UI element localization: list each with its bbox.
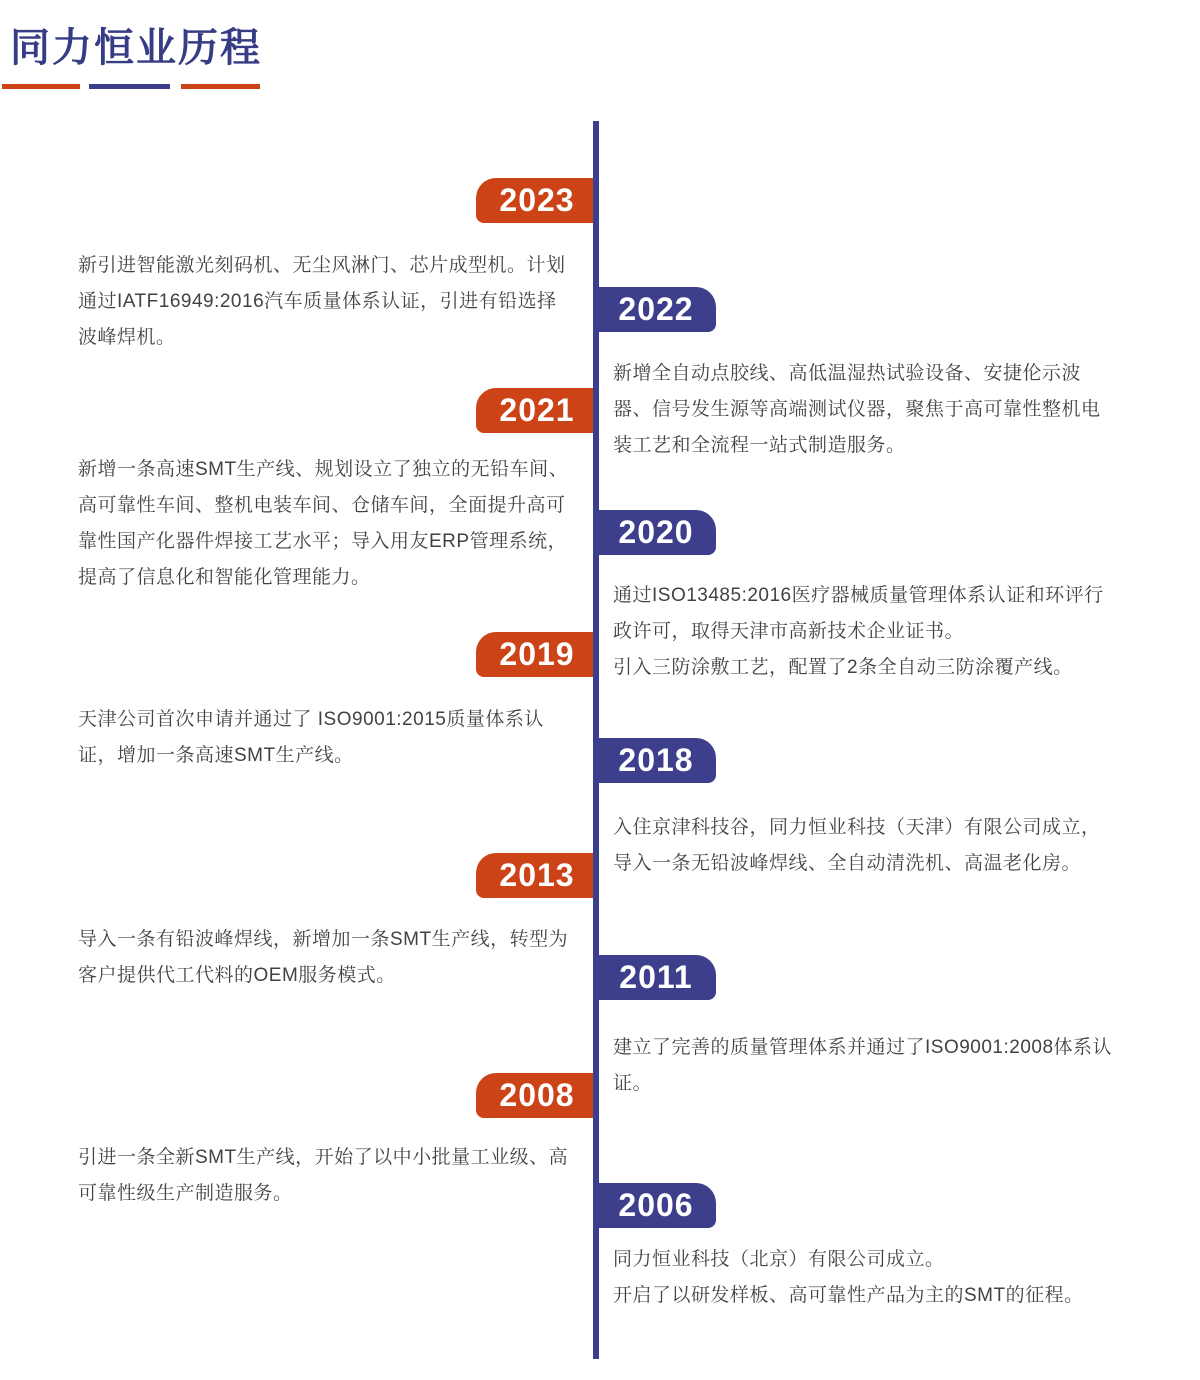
- year-label: 2013: [499, 857, 575, 893]
- year-badge-2011: [596, 955, 716, 1000]
- year-label: 2006: [618, 1187, 694, 1223]
- milestone-paragraph: 新增一条高速SMT生产线、规划设立了独立的无铅车间、高可靠性车间、整机电装车间、仓储车间，全面提升高可靠性国产化器件焊接工艺水平；导入用友ERP管理系统，提高了信息化和智能化管理能力。: [78, 459, 569, 588]
- underline-bar-orange-left: [2, 84, 80, 89]
- year-label: 2020: [618, 514, 694, 550]
- milestone-paragraph: 新引进智能激光刻码机、无尘风淋门、芯片成型机。计划通过IATF16949:2016汽车质量体系认证，引进有铅选择波峰焊机。: [78, 255, 566, 348]
- year-label: 2019: [499, 636, 575, 672]
- milestone-paragraph: 建立了完善的质量管理体系并通过了ISO9001:2008体系认证。: [613, 1037, 1113, 1094]
- year-label: 2011: [619, 959, 693, 995]
- year-label: 2023: [499, 182, 575, 218]
- underline-bar-orange-right: [181, 84, 260, 89]
- milestone-text-2021: [78, 452, 570, 596]
- year-label: 2018: [618, 742, 694, 778]
- year-badge-2013: [476, 853, 598, 898]
- milestone-paragraph: 引入三防涂敷工艺，配置了2条全自动三防涂覆产线。: [613, 657, 1073, 678]
- year-badge-2022: [596, 287, 716, 332]
- page-title: 同力恒业历程: [10, 26, 262, 70]
- year-label: 2022: [618, 291, 694, 327]
- year-badge-2020: [596, 510, 716, 555]
- milestone-text-2023: [78, 248, 570, 356]
- year-label: 2021: [499, 392, 575, 428]
- milestone-text-2019: [78, 702, 570, 774]
- milestone-paragraph: 同力恒业科技（北京）有限公司成立。: [613, 1249, 945, 1270]
- milestone-paragraph: 入住京津科技谷，同力恒业科技（天津）有限公司成立，导入一条无铅波峰焊线、全自动清洗机、高温老化房。: [613, 817, 1101, 874]
- milestone-text-2008: [78, 1140, 570, 1212]
- milestone-text-2011: [613, 1030, 1113, 1102]
- year-badge-2019: [476, 632, 598, 677]
- milestone-paragraph: 开启了以研发样板、高可靠性产品为主的SMT的征程。: [613, 1285, 1084, 1306]
- year-label: 2008: [499, 1077, 575, 1113]
- title-underline: [2, 84, 302, 89]
- milestone-text-2022: [613, 356, 1113, 464]
- milestone-paragraph: 通过ISO13485:2016医疗器械质量管理体系认证和环评行政许可，取得天津市高新技术企业证书。: [613, 585, 1104, 642]
- milestone-text-2006: [613, 1242, 1113, 1314]
- timeline-axis: [593, 121, 599, 1359]
- milestone-paragraph: 导入一条有铅波峰焊线，新增加一条SMT生产线，转型为客户提供代工代料的OEM服务模式。: [78, 929, 569, 986]
- milestone-paragraph: 天津公司首次申请并通过了 ISO9001:2015质量体系认证，增加一条高速SMT生产线。: [78, 709, 544, 766]
- year-badge-2008: [476, 1073, 598, 1118]
- year-badge-2021: [476, 388, 598, 433]
- milestone-text-2013: [78, 922, 570, 994]
- milestone-text-2020: [613, 578, 1113, 686]
- milestone-paragraph: 新增全自动点胶线、高低温湿热试验设备、安捷伦示波器、信号发生源等高端测试仪器，聚焦于高可靠性整机电装工艺和全流程一站式制造服务。: [613, 363, 1101, 456]
- year-badge-2018: [596, 738, 716, 783]
- milestone-text-2018: [613, 810, 1113, 882]
- milestone-paragraph: 引进一条全新SMT生产线，开始了以中小批量工业级、高可靠性级生产制造服务。: [78, 1147, 569, 1204]
- year-badge-2006: [596, 1183, 716, 1228]
- year-badge-2023: [476, 178, 598, 223]
- underline-bar-purple: [89, 84, 170, 89]
